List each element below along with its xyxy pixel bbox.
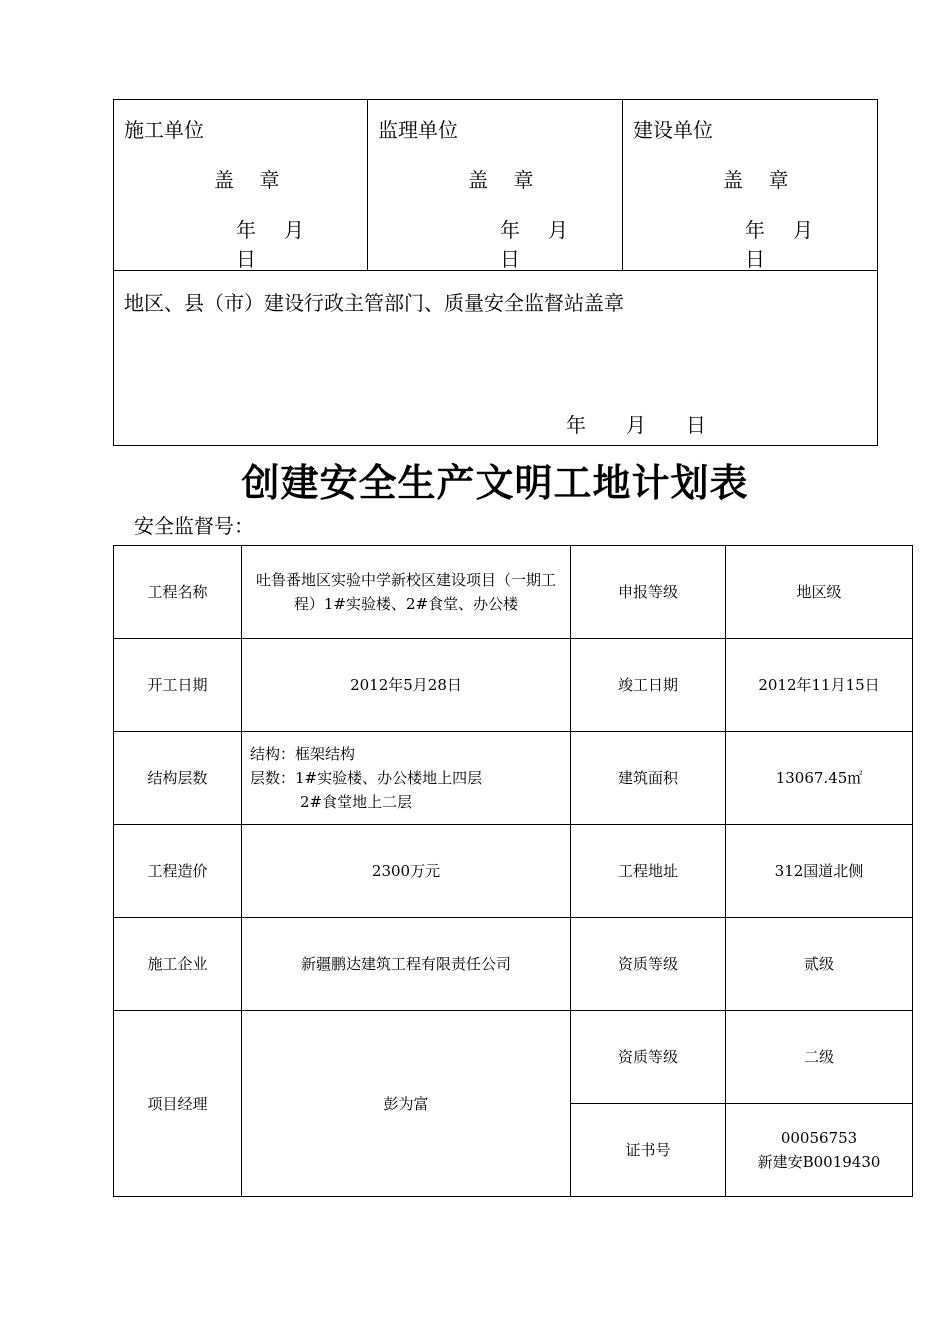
construction-unit-cell <box>114 100 368 271</box>
unit-title: 建设单位 <box>633 118 713 142</box>
company-qualification-label: 资质等级 <box>571 918 726 1011</box>
table-row <box>114 732 913 825</box>
manager-qualification-label: 资质等级 <box>571 1011 726 1104</box>
cost-label: 工程造价 <box>114 825 242 918</box>
unit-stamp <box>468 164 533 193</box>
start-date-label: 开工日期 <box>114 639 242 732</box>
date-month: 月 <box>793 218 813 242</box>
stamp-char: 章 <box>259 168 280 192</box>
page-title: 创建安全生产文明工地计划表 <box>241 461 749 505</box>
date-year: 年 <box>745 218 765 242</box>
date-month: 月 <box>548 218 568 242</box>
unit-stamp <box>214 164 279 193</box>
structure-label: 结构层数 <box>114 732 242 825</box>
report-level-label: 申报等级 <box>571 546 726 639</box>
table-row <box>114 639 913 732</box>
unit-title: 施工单位 <box>124 118 204 142</box>
structure-line: 结构：框架结构 <box>250 745 356 763</box>
unit-title: 监理单位 <box>378 118 458 142</box>
supervision-unit-cell <box>368 100 623 271</box>
unit-stamp <box>723 164 788 193</box>
structure-line: 层数：1#实验楼、办公楼地上四层 <box>250 769 483 787</box>
structure-line: 2#食堂地上二层 <box>300 793 413 811</box>
unit-date <box>236 214 367 272</box>
structure-value <box>242 732 571 825</box>
manager-value: 彭为富 <box>242 1011 571 1197</box>
supervision-number-label: 安全监督号： <box>134 514 254 538</box>
date-month: 月 <box>284 218 304 242</box>
table-row <box>114 825 913 918</box>
company-label: 施工企业 <box>114 918 242 1011</box>
authority-date <box>566 409 746 438</box>
manager-qualification-value: 二级 <box>726 1011 913 1104</box>
end-date-label: 竣工日期 <box>571 639 726 732</box>
stamp-char: 盖 <box>214 168 234 192</box>
date-year: 年 <box>566 413 586 437</box>
construction-owner-cell <box>623 100 878 271</box>
certificate-value <box>726 1104 913 1197</box>
plan-table <box>113 545 913 1197</box>
unit-date <box>500 214 622 272</box>
date-year: 年 <box>500 218 520 242</box>
certificate-line: 00056753 <box>780 1129 858 1147</box>
project-name-label: 工程名称 <box>114 546 242 639</box>
authority-title: 地区、县（市）建设行政主管部门、质量安全监督站盖章 <box>124 291 624 315</box>
area-value: 13067.45㎡ <box>726 732 913 825</box>
manager-label: 项目经理 <box>114 1011 242 1197</box>
date-day: 日 <box>745 247 765 271</box>
stamp-char: 盖 <box>723 168 743 192</box>
certificate-label: 证书号 <box>571 1104 726 1197</box>
company-value: 新疆鹏达建筑工程有限责任公司 <box>242 918 571 1011</box>
end-date-value: 2012年11月15日 <box>726 639 913 732</box>
stamp-char: 章 <box>513 168 534 192</box>
date-year: 年 <box>236 218 256 242</box>
authority-stamp-cell <box>114 271 878 446</box>
report-level-value: 地区级 <box>726 546 913 639</box>
cost-value: 2300万元 <box>242 825 571 918</box>
area-label: 建筑面积 <box>571 732 726 825</box>
date-day: 日 <box>236 247 256 271</box>
date-day: 日 <box>686 413 706 437</box>
address-label: 工程地址 <box>571 825 726 918</box>
table-row <box>114 546 913 639</box>
stamp-char: 盖 <box>468 168 488 192</box>
table-row <box>114 1011 913 1104</box>
address-value: 312国道北侧 <box>726 825 913 918</box>
start-date-value: 2012年5月28日 <box>242 639 571 732</box>
date-month: 月 <box>626 413 646 437</box>
table-row <box>114 918 913 1011</box>
project-name-value: 吐鲁番地区实验中学新校区建设项目（一期工程）1#实验楼、2#食堂、办公楼 <box>242 546 571 639</box>
unit-date <box>745 214 877 272</box>
date-day: 日 <box>500 247 520 271</box>
company-qualification-value: 贰级 <box>726 918 913 1011</box>
approval-table <box>113 99 878 446</box>
stamp-char: 章 <box>768 168 789 192</box>
certificate-line: 新建安B0019430 <box>757 1153 881 1171</box>
